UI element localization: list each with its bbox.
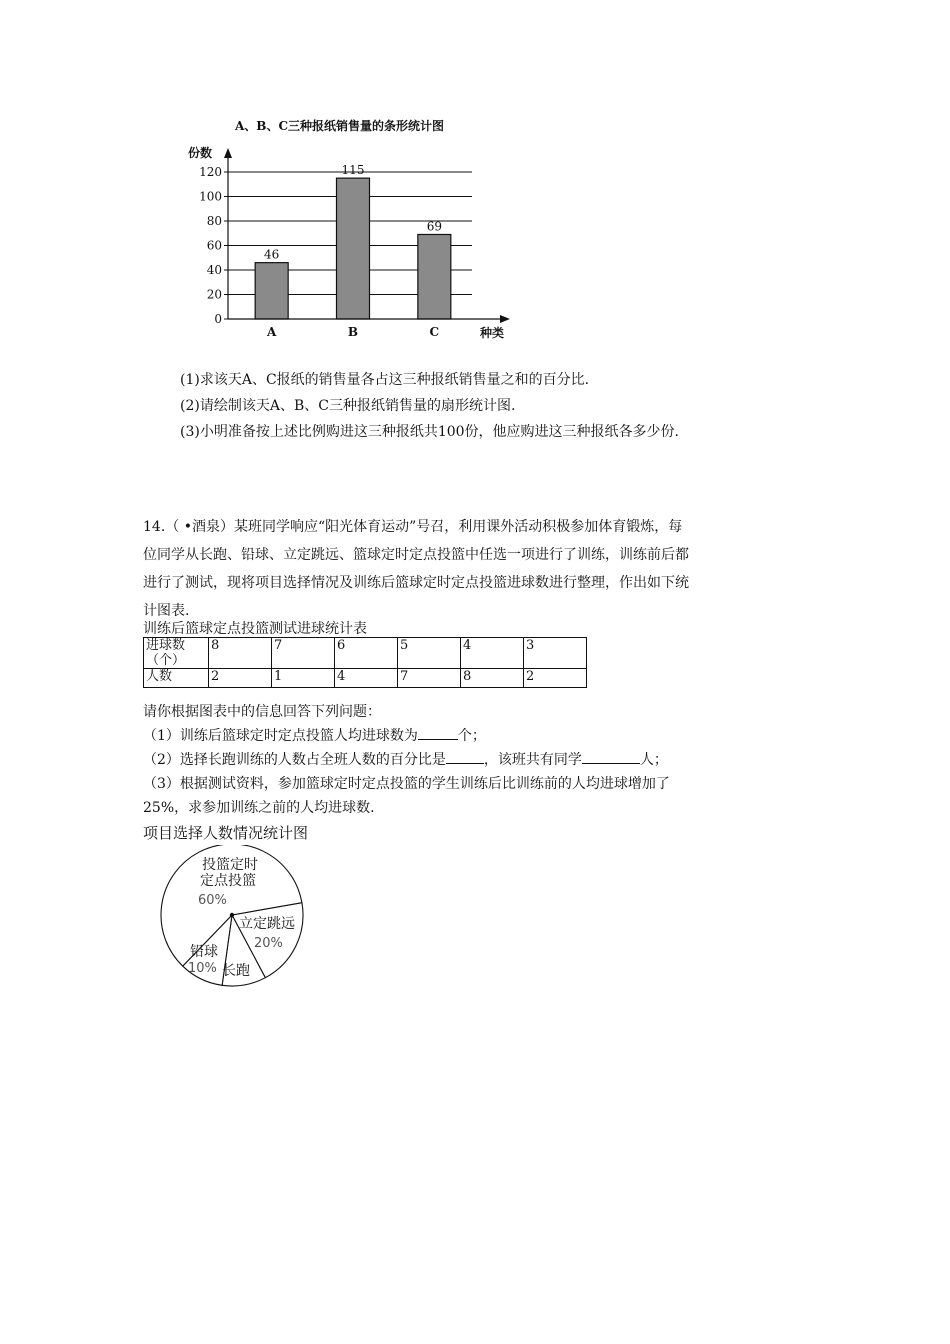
table-cell: 8 xyxy=(209,638,272,669)
table-row xyxy=(144,638,587,669)
bar-value-label: 46 xyxy=(264,247,280,262)
table-cell: 4 xyxy=(461,638,524,669)
table-cell: 2 xyxy=(209,669,272,688)
pie-label-basketball: 投篮定时 xyxy=(202,857,258,873)
pie-label-running: 长跑 xyxy=(222,963,250,979)
pie-center xyxy=(230,913,234,917)
problem14-line3: 进行了测试，现将项目选择情况及训练后篮球定时定点投篮进球数进行整理，作出如下统 xyxy=(143,575,689,591)
question-1-text: （1）训练后篮球定时定点投篮人均进球数为 xyxy=(143,728,418,744)
y-axis-arrow-icon xyxy=(224,148,232,158)
bar-question-2: (2)请绘制该天A、B、C三种报纸销售量的扇形统计图. xyxy=(180,398,516,414)
question-1 xyxy=(143,724,823,748)
x-tick-label: C xyxy=(429,325,440,339)
bar-chart-xlabel: 种类 xyxy=(480,326,505,340)
x-axis-arrow-icon xyxy=(500,315,510,323)
bar-B xyxy=(337,178,370,319)
problem14-line2: 位同学从长跑、铅球、立定跳远、篮球定时定点投篮中任选一项进行了训练，训练前后都 xyxy=(143,547,689,563)
question-3-line2: 25%，求参加训练之前的人均进球数. xyxy=(143,800,375,816)
table-header-people: 人数 xyxy=(144,669,209,688)
pie-percent-basketball: 60% xyxy=(198,893,227,908)
y-tick-label: 60 xyxy=(206,238,222,253)
bar-value-label: 115 xyxy=(341,163,365,178)
table-cell: 1 xyxy=(272,669,335,688)
table-cell: 8 xyxy=(461,669,524,688)
bar-chart-title: A、B、C三种报纸销售量的条形统计图 xyxy=(235,119,445,133)
table-cell: 2 xyxy=(524,669,587,688)
table-cell: 5 xyxy=(398,638,461,669)
bar-question-1: (1)求该天A、C报纸的销售量各占这三种报纸销售量之和的百分比. xyxy=(180,372,590,388)
table-cell: 6 xyxy=(335,638,398,669)
question-2-suffix: 人； xyxy=(639,752,668,768)
question-2 xyxy=(143,748,823,772)
answer-blank-3[interactable] xyxy=(582,749,640,764)
answer-blank-1[interactable] xyxy=(418,725,458,740)
question-3-line1: （3）根据测试资料，参加篮球定时定点投篮的学生训练后比训练前的人均进球增加了 xyxy=(143,776,670,792)
answer-blank-2[interactable] xyxy=(446,749,484,764)
stat-table xyxy=(143,637,587,688)
table-header-goals: 进球数（个） xyxy=(144,638,209,669)
question-1-suffix: 个； xyxy=(457,728,486,744)
bar-chart-ylabel: 份数 xyxy=(188,146,213,160)
y-tick-label: 100 xyxy=(199,189,222,204)
bar-A xyxy=(255,263,288,319)
x-tick-label: B xyxy=(347,325,359,339)
bar-chart xyxy=(180,110,520,345)
problem14-line4: 计图表. xyxy=(143,603,190,619)
table-cell: 7 xyxy=(272,638,335,669)
y-tick-label: 40 xyxy=(206,263,222,277)
pie-percent-standing-jump: 20% xyxy=(254,936,283,951)
bar-C xyxy=(418,234,451,319)
pie-label-standing-jump: 立定跳远 xyxy=(239,916,295,932)
question-2-mid: ，该班共有同学 xyxy=(483,752,582,768)
table-cell: 3 xyxy=(524,638,587,669)
x-tick-label: A xyxy=(267,325,277,339)
pie-label-basketball: 定点投篮 xyxy=(200,873,256,889)
pie-chart xyxy=(150,845,320,995)
table-title: 训练后篮球定点投篮测试进球统计表 xyxy=(143,621,367,637)
y-tick-label: 20 xyxy=(206,287,222,302)
bar-value-label: 69 xyxy=(426,219,442,234)
problem14-line1: 14.（ •酒泉）某班同学响应“阳光体育运动”号召，利用课外活动积极参加体育锻炼，每 xyxy=(143,519,683,535)
y-tick-label: 80 xyxy=(206,214,222,228)
table-cell: 4 xyxy=(335,669,398,688)
y-tick-label: 0 xyxy=(214,312,222,326)
table-cell: 7 xyxy=(398,669,461,688)
pie-title: 项目选择人数情况统计图 xyxy=(143,824,309,842)
table-row xyxy=(144,669,587,688)
bar-question-3: (3)小明准备按上述比例购进这三种报纸共100份，他应购进这三种报纸各多少份. xyxy=(180,424,680,440)
y-tick-label: 120 xyxy=(199,165,222,179)
prompt: 请你根据图表中的信息回答下列问题： xyxy=(143,704,381,720)
pie-label-shot-put: 铅球 xyxy=(190,944,218,960)
pie-percent-shot-put: 10% xyxy=(188,961,217,976)
question-2-text: （2）选择长跑训练的人数占全班人数的百分比是 xyxy=(143,752,446,768)
